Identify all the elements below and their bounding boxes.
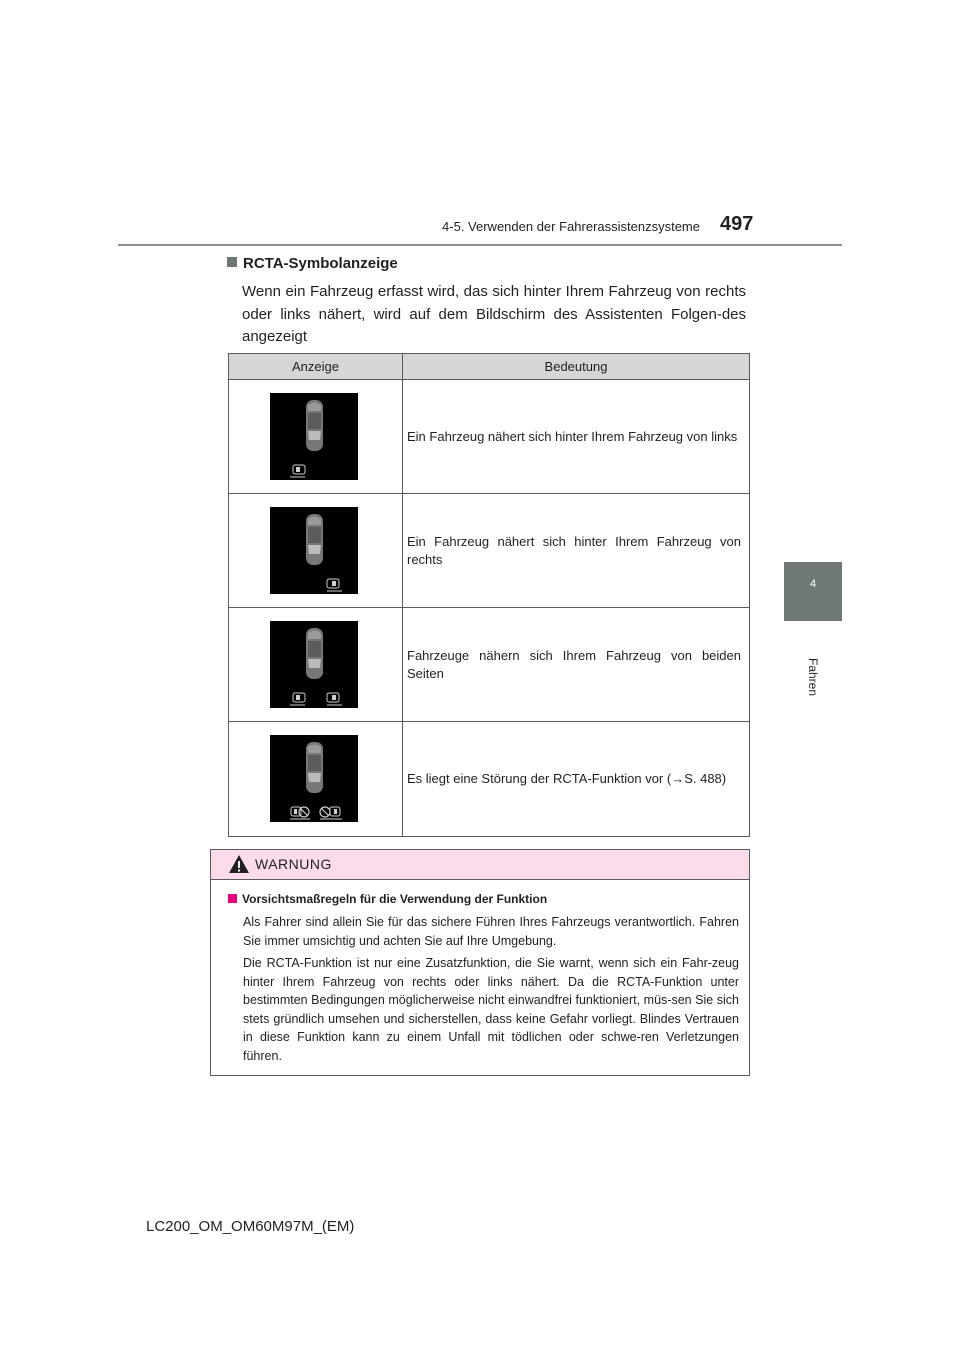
rcta-left-warning-icon (290, 693, 305, 705)
rcta-screen-left (270, 393, 358, 480)
header-rule (118, 244, 842, 246)
rcta-left-warning-icon (290, 465, 305, 477)
warning-paragraph: Die RCTA-Funktion ist nur eine Zusatzfunktion, die Sie warnt, wenn sich ein Fahr-zeug hinter Ihrem Fahrzeug von rechts oder links nähert. Da die RCTA-Funktion unter bestimmten Bedingungen möglicherweise nicht einwandfrei funktioniert, müs-sen Sie sich stets gründlich umsehen und sicherstellen, dass keine Gefahr vorliegt. Blindes Vertrauen in diese Funktion kann zu einem Unfall mit tödlichen oder schwe-ren Verletzungen führen. (243, 956, 739, 1063)
table-row (229, 380, 749, 494)
warning-paragraph: Als Fahrer sind allein Sie für das sichere Führen Ihres Fahrzeugs verantwortlich. Fahren Sie immer umsichtig und achten Sie auf Ihre Umgebung. (243, 915, 739, 948)
header-section-title: 4-5. Verwenden der Fahrerassistenzsysteme (442, 219, 700, 234)
rcta-screen-malfunction (270, 735, 358, 822)
warning-box (210, 849, 750, 1076)
warning-title: WARNUNG (255, 856, 332, 872)
rcta-right-warning-icon (327, 579, 342, 591)
row-meaning: Es liegt eine Störung der RCTA-Funktion vor (→S. 488) (407, 771, 727, 786)
warning-subheading (228, 892, 547, 906)
rcta-indicator-table (228, 353, 750, 837)
rcta-screen-both (270, 621, 358, 708)
row-meaning: Fahrzeuge nähern sich Ihrem Fahrzeug von beiden Seiten (407, 648, 741, 681)
row-meaning: Ein Fahrzeug nähert sich hinter Ihrem Fahrzeug von links (407, 429, 738, 444)
section-heading (227, 255, 398, 272)
vehicle-top-view-icon (306, 400, 323, 451)
footer-document-code: LC200_OM_OM60M97M_(EM) (146, 1218, 355, 1235)
rcta-screen-right (270, 507, 358, 594)
column-header-meaning: Bedeutung (544, 359, 608, 374)
table-row (229, 722, 749, 836)
warning-subheading-text: Vorsichtsmaßregeln für die Verwendung der Funktion (242, 892, 548, 906)
table-row (229, 494, 749, 608)
square-bullet-icon (228, 894, 237, 903)
vehicle-top-view-icon (306, 628, 323, 679)
rcta-right-warning-icon (327, 693, 342, 705)
table-header (229, 354, 749, 380)
section-heading-text: RCTA-Symbolanzeige (243, 255, 398, 272)
vehicle-top-view-icon (306, 742, 323, 793)
section-intro: Wenn ein Fahrzeug erfasst wird, das sich hinter Ihrem Fahrzeug von rechts oder links nähert, wird auf dem Bildschirm des Assistenten Folgen-des angezeigt (242, 283, 746, 345)
square-bullet-icon (227, 257, 237, 267)
vehicle-top-view-icon (306, 514, 323, 565)
warning-triangle-icon (228, 854, 250, 874)
chapter-tab: 4 (784, 562, 842, 621)
rcta-left-malfunction-icon (290, 807, 310, 819)
rcta-right-malfunction-icon (320, 807, 342, 819)
table-row (229, 608, 749, 722)
column-header-indicator: Anzeige (292, 359, 339, 374)
warning-header (211, 850, 749, 880)
page-number: 497 (720, 213, 754, 235)
chapter-label: Fahren (806, 657, 820, 697)
row-meaning: Ein Fahrzeug nähert sich hinter Ihrem Fahrzeug von rechts (407, 534, 741, 567)
